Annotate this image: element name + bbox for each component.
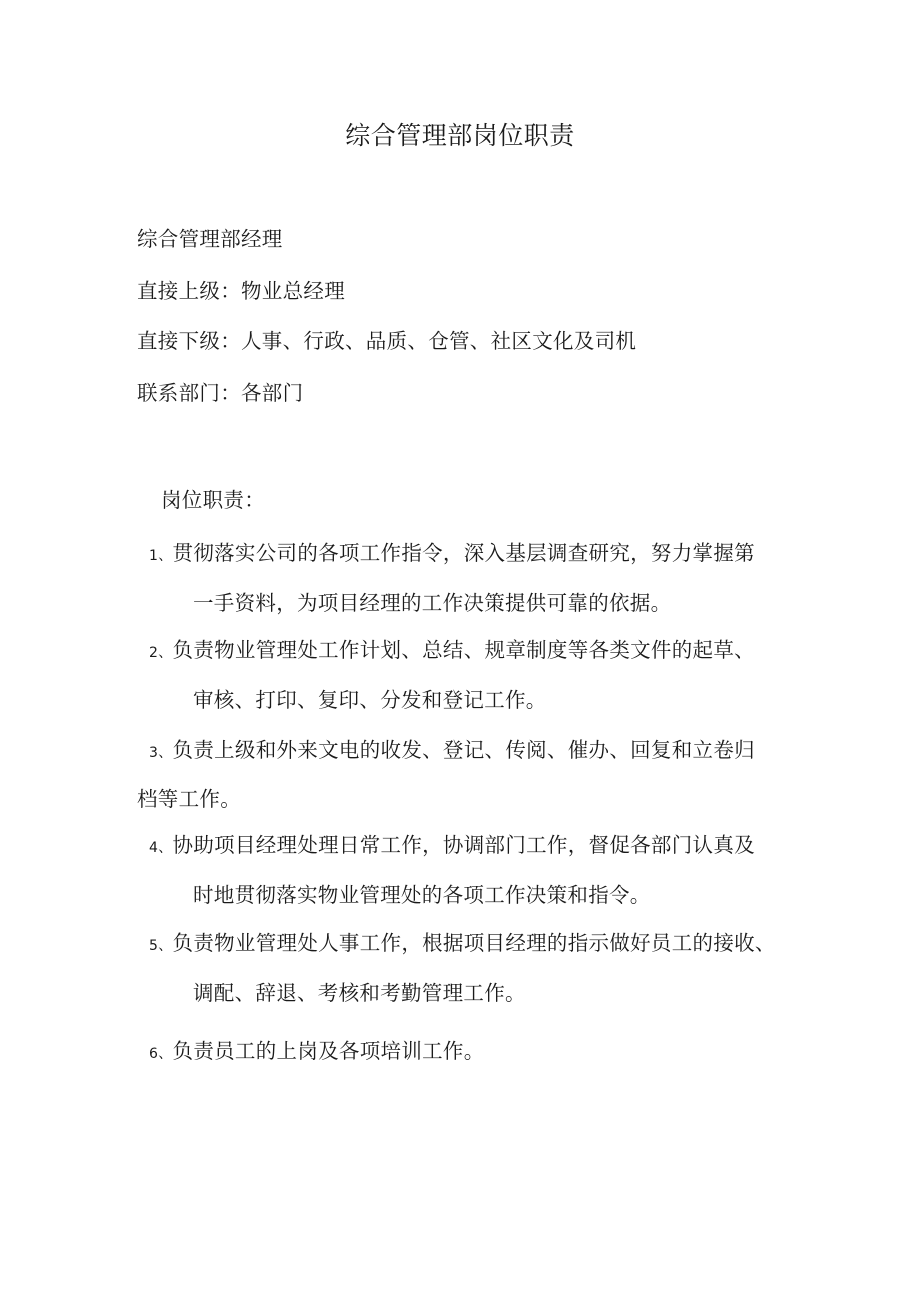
duty-continuation: 档等工作。 xyxy=(137,787,241,811)
duty-number: 2、 xyxy=(149,645,173,661)
duty-number: 6、 xyxy=(149,1046,173,1062)
direct-superior: 直接上级：物业总经理 xyxy=(137,279,345,303)
duty-text: 负责物业管理处工作计划、总结、规章制度等各类文件的起草、 xyxy=(172,638,755,662)
duty-continuation: 调配、辞退、考核和考勤管理工作。 xyxy=(193,981,526,1005)
direct-subordinates: 直接下级：人事、行政、品质、仓管、社区文化及司机 xyxy=(137,329,637,353)
duty-item xyxy=(149,735,755,768)
related-departments: 联系部门：各部门 xyxy=(137,381,304,405)
duty-continuation: 时地贯彻落实物业管理处的各项工作决策和指令。 xyxy=(193,883,651,907)
position-name: 综合管理部经理 xyxy=(137,227,283,251)
duties-heading: 岗位职责： xyxy=(161,488,265,512)
duty-text: 负责员工的上岗及各项培训工作。 xyxy=(172,1039,485,1063)
duty-item xyxy=(149,928,776,961)
duty-item xyxy=(149,538,755,571)
duty-text: 负责上级和外来文电的收发、登记、传阅、催办、回复和立卷归 xyxy=(172,738,755,762)
duty-number: 5、 xyxy=(149,938,173,954)
duty-continuation: 审核、打印、复印、分发和登记工作。 xyxy=(193,688,547,712)
duty-continuation: 一手资料，为项目经理的工作决策提供可靠的依据。 xyxy=(193,591,672,615)
duty-item xyxy=(149,830,755,863)
duty-text: 负责物业管理处人事工作，根据项目经理的指示做好员工的接收、 xyxy=(172,931,776,955)
duty-text: 协助项目经理处理日常工作，协调部门工作，督促各部门认真及 xyxy=(172,833,755,857)
duty-number: 4、 xyxy=(149,840,173,856)
page-title: 综合管理部岗位职责 xyxy=(345,121,575,150)
duty-number: 3、 xyxy=(149,745,173,761)
duty-item xyxy=(149,1036,485,1069)
duty-text: 贯彻落实公司的各项工作指令，深入基层调查研究，努力掌握第 xyxy=(172,541,755,565)
duty-item xyxy=(149,635,755,668)
duty-number: 1、 xyxy=(149,548,173,564)
